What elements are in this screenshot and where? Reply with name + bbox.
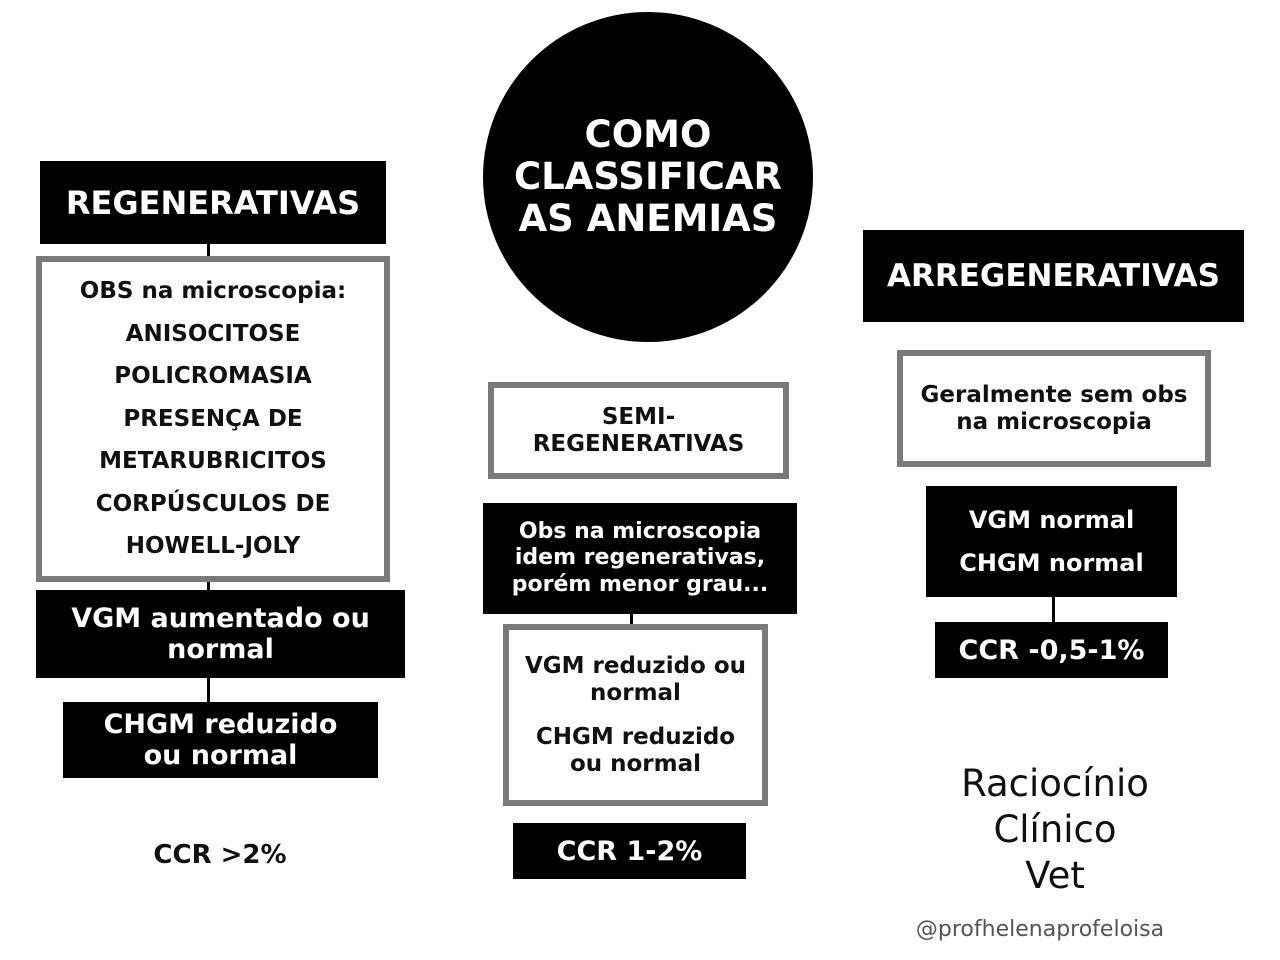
regenerativas-obs-line: CORPÚSCULOS DE bbox=[95, 490, 331, 517]
arregenerativas-indices-line: CHGM normal bbox=[959, 548, 1144, 577]
semi-header-box bbox=[488, 382, 789, 479]
arregenerativas-obs-line: Geralmente sem obs bbox=[920, 381, 1188, 408]
arregenerativas-header-label: ARREGENERATIVAS bbox=[887, 258, 1220, 294]
regenerativas-vgm-box bbox=[36, 590, 405, 678]
arregenerativas-indices-box bbox=[926, 486, 1177, 597]
semi-obs-line: porém menor grau... bbox=[511, 571, 769, 597]
semi-vgm-line: normal bbox=[590, 679, 681, 706]
regenerativas-obs-line: ANISOCITOSE bbox=[125, 320, 301, 347]
arregenerativas-ccr-label: CCR -0,5-1% bbox=[958, 634, 1145, 666]
semi-obs-line: Obs na microscopia bbox=[518, 518, 762, 544]
semi-vgm-line: VGM reduzido ou bbox=[524, 652, 747, 679]
brand-handle-label: @profhelenaprofeloisa bbox=[915, 916, 1165, 942]
semi-ccr-box bbox=[513, 823, 746, 879]
arregenerativas-ccr-box bbox=[935, 622, 1168, 678]
semi-ccr-label: CCR 1-2% bbox=[556, 835, 703, 867]
regenerativas-header bbox=[40, 161, 386, 244]
center-title-line: CLASSIFICAR bbox=[513, 155, 783, 198]
semi-indices-box bbox=[503, 624, 768, 806]
semi-header-line: SEMI- bbox=[601, 403, 676, 430]
semi-obs-line: idem regenerativas, bbox=[514, 545, 766, 571]
arregenerativas-header bbox=[863, 230, 1244, 322]
center-title-line: COMO bbox=[584, 113, 712, 156]
regenerativas-obs-line: HOWELL-JOLY bbox=[125, 533, 301, 560]
regenerativas-obs-line: OBS na microscopia: bbox=[79, 277, 347, 304]
regenerativas-chgm-line: ou normal bbox=[143, 740, 298, 771]
arregenerativas-obs-line: na microscopia bbox=[956, 408, 1152, 435]
brand-name-line: Clínico bbox=[993, 808, 1117, 851]
regenerativas-obs-line: POLICROMASIA bbox=[114, 363, 312, 390]
semi-chgm-line: CHGM reduzido bbox=[535, 723, 736, 750]
arregenerativas-indices-line: VGM normal bbox=[968, 505, 1135, 534]
brand-name bbox=[930, 760, 1180, 900]
center-title-line: AS ANEMIAS bbox=[518, 197, 778, 240]
regenerativas-vgm-line: normal bbox=[167, 634, 274, 665]
brand-name-line: Raciocínio bbox=[961, 762, 1149, 805]
semi-obs-box bbox=[483, 503, 797, 614]
semi-header-line: REGENERATIVAS bbox=[532, 430, 745, 457]
regenerativas-header-label: REGENERATIVAS bbox=[65, 183, 361, 222]
regenerativas-ccr-label: CCR >2% bbox=[153, 840, 287, 870]
brand-handle bbox=[895, 912, 1185, 946]
connector-line bbox=[207, 676, 210, 704]
center-title-circle bbox=[483, 12, 813, 342]
regenerativas-vgm-line: VGM aumentado ou bbox=[71, 603, 370, 634]
semi-chgm-line: ou normal bbox=[569, 750, 702, 777]
regenerativas-obs-box bbox=[36, 256, 390, 582]
regenerativas-chgm-line: CHGM reduzido bbox=[103, 709, 338, 740]
regenerativas-chgm-box bbox=[63, 702, 378, 778]
regenerativas-obs-line: METARUBRICITOS bbox=[99, 448, 327, 475]
arregenerativas-obs-box bbox=[897, 350, 1211, 467]
regenerativas-obs-line: PRESENÇA DE bbox=[123, 405, 303, 432]
regenerativas-ccr bbox=[120, 830, 320, 880]
brand-name-line: Vet bbox=[1025, 854, 1085, 897]
